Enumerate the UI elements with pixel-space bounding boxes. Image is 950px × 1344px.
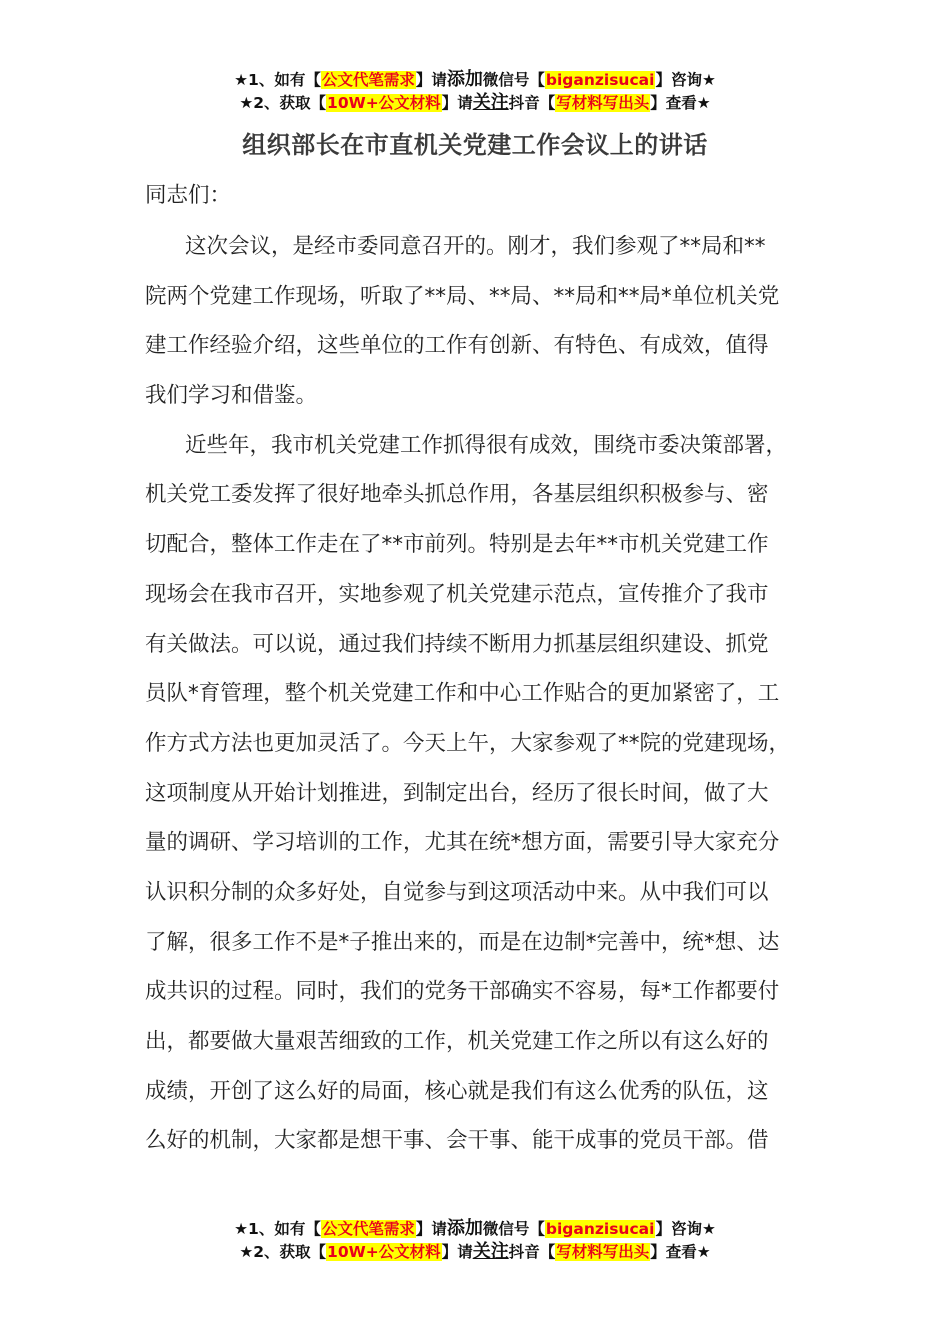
promo-text: 微信号【	[482, 1220, 545, 1238]
paragraph-line: 现场会在我市召开，实地参观了机关党建示范点，宣传推介了我市	[145, 581, 769, 607]
promo-text: 】查看★	[650, 94, 711, 112]
promo-emphasis: 添加	[446, 69, 483, 90]
douyin-id-highlight: 写材料写出头	[556, 1243, 650, 1261]
promo-line-1	[0, 1217, 950, 1240]
paragraph-line: 近些年，我市机关党建工作抓得很有成效，围绕市委决策部署，	[185, 432, 788, 458]
promo-text: 抖音【	[508, 1243, 556, 1261]
promo-text: ★2、获取【	[239, 94, 327, 112]
salutation: 同志们：	[145, 183, 232, 208]
wechat-id-highlight: biganzisucai	[545, 1220, 655, 1238]
paragraph-line: 么好的机制，大家都是想干事、会干事、能干成事的党员干部。借	[145, 1128, 769, 1154]
promo-text: ★1、如有【	[234, 71, 321, 89]
paragraph-line: 了解，很多工作不是*子推出来的，而是在边制*完善中，统*想、达	[145, 929, 780, 955]
promo-text: 】请	[441, 1243, 473, 1261]
document-title: 组织部长在市直机关党建工作会议上的讲话	[242, 131, 708, 159]
promo-text: 抖音【	[508, 94, 556, 112]
promo-line-2	[0, 1240, 950, 1263]
promo-highlight: 10W+公文材料	[327, 94, 441, 112]
paragraph-line: 成共识的过程。同时，我们的党务干部确实不容易，每*工作都要付	[145, 979, 780, 1005]
wechat-id-highlight: biganzisucai	[545, 71, 655, 89]
promo-text: 】请	[415, 71, 447, 89]
promo-text: 】查看★	[650, 1243, 711, 1261]
promo-text: 】咨询★	[655, 1220, 716, 1238]
paragraph-line: 量的调研、学习培训的工作，尤其在统*想方面，需要引导大家充分	[145, 830, 780, 856]
paragraph-line: 我们学习和借鉴。	[145, 383, 318, 409]
douyin-id-highlight: 写材料写出头	[556, 94, 650, 112]
promo-highlight: 公文代笔需求	[321, 1220, 415, 1238]
promo-emphasis: 关注	[472, 1241, 509, 1262]
promo-line-1	[0, 68, 950, 91]
paragraph-line: 成绩，开创了这么好的局面，核心就是我们有这么优秀的队伍，这	[145, 1078, 769, 1104]
document-body	[145, 222, 815, 1166]
promo-banner-bottom	[0, 1217, 950, 1263]
paragraph-line: 这次会议，是经市委同意召开的。刚才，我们参观了**局和**	[185, 234, 766, 259]
paragraph-line: 切配合，整体工作走在了**市前列。特别是去年**市机关党建工作	[145, 532, 769, 558]
promo-highlight: 公文代笔需求	[321, 71, 415, 89]
promo-text: 】请	[415, 1220, 447, 1238]
promo-line-2	[0, 91, 950, 114]
promo-text: 微信号【	[482, 71, 545, 89]
promo-emphasis: 添加	[446, 1218, 483, 1239]
paragraph-line: 认识积分制的众多好处，自觉参与到这项活动中来。从中我们可以	[145, 879, 769, 905]
promo-text: 】请	[441, 94, 473, 112]
paragraph-line: 这项制度从开始计划推进，到制定出台，经历了很长时间，做了大	[145, 780, 769, 806]
paragraph-line: 作方式方法也更加灵活了。今天上午，大家参观了**院的党建现场，	[145, 730, 791, 756]
promo-text: 】咨询★	[655, 71, 716, 89]
promo-banner-top	[0, 68, 950, 114]
promo-text: ★1、如有【	[234, 1220, 321, 1238]
paragraph-line: 机关党工委发挥了很好地牵头抓总作用，各基层组织积极参与、密	[145, 482, 769, 508]
promo-text: ★2、获取【	[239, 1243, 327, 1261]
promo-emphasis: 关注	[472, 92, 509, 113]
paragraph-line: 建工作经验介绍，这些单位的工作有创新、有特色、有成效，值得	[145, 333, 769, 359]
paragraph-line: 员队*育管理，整个机关党建工作和中心工作贴合的更加紧密了，工	[145, 681, 780, 707]
paragraph-line: 院两个党建工作现场，听取了**局、**局、**局和**局*单位机关党	[145, 283, 780, 309]
promo-highlight: 10W+公文材料	[327, 1243, 441, 1261]
paragraph-line: 有关做法。可以说，通过我们持续不断用力抓基层组织建设、抓党	[145, 631, 769, 657]
paragraph-line: 出，都要做大量艰苦细致的工作，机关党建工作之所以有这么好的	[145, 1029, 769, 1054]
